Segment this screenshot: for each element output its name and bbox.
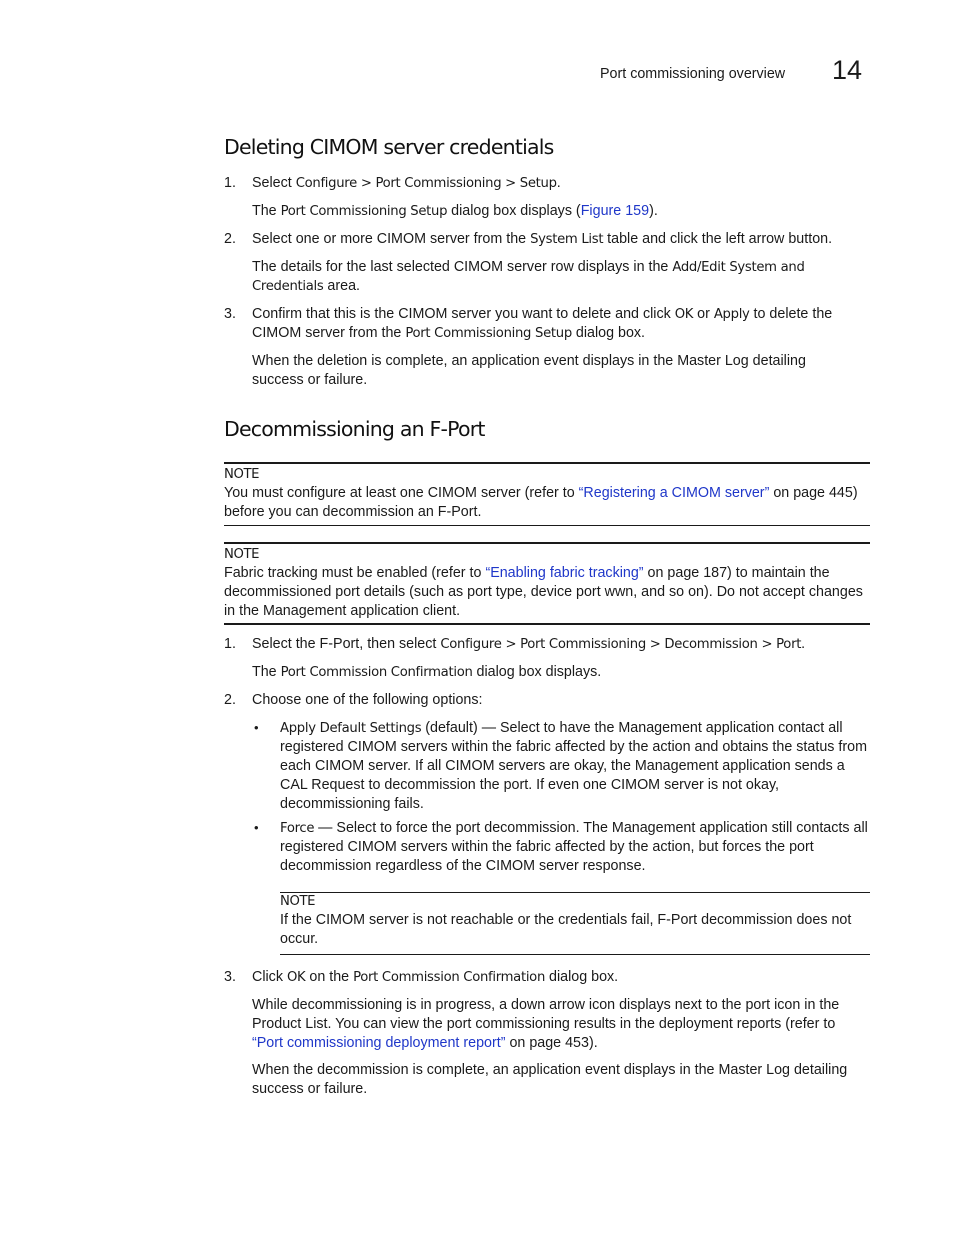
deployment-report-link[interactable]: “Port commissioning deployment report” — [252, 1035, 506, 1051]
step-number: 3. — [224, 969, 236, 985]
step-select-server: Select one or more CIMOM server from the System List table and click the left arrow button. — [252, 231, 833, 247]
step-select-setup: Select Configure > Port Commissioning > Setup. — [252, 175, 561, 191]
note-text: If the CIMOM server is not reachable or the credentials fail, F-Port decommission does not occur. — [280, 912, 852, 947]
step-confirm-delete: Confirm that this is the CIMOM server you want to delete and click OK or Apply to delete the CIMOM server from the Port Commissioning Setup dialog box. — [252, 306, 833, 341]
step-number: 1. — [224, 175, 236, 191]
step-result-setup-dialog: The Port Commissioning Setup dialog box displays (Figure 159). — [252, 203, 658, 219]
apply-label: Apply — [713, 307, 750, 322]
ok-label: OK — [674, 307, 694, 322]
dialog-name: Port Commission Confirmation — [353, 970, 546, 985]
step-number: 3. — [224, 306, 236, 322]
dialog-name: Port Commissioning Setup — [280, 204, 448, 219]
step-choose-option: Choose one of the following options: — [252, 692, 483, 708]
area-name: Add/Edit System and Credentials — [252, 260, 805, 294]
step-number: 2. — [224, 692, 236, 708]
note-label: NOTE — [224, 467, 260, 482]
menu-path: Configure > Port Commissioning > Decommission > Port — [440, 637, 802, 652]
chapter-number: 14 — [832, 55, 863, 85]
step-result-complete: When the decommission is complete, an application event displays in the Master Log detailing success or failure. — [252, 1062, 848, 1097]
note-bottom-rule — [224, 525, 870, 526]
menu-path: Configure > Port Commissioning > Setup — [295, 176, 557, 191]
note-bottom-rule — [280, 954, 870, 955]
step-number: 2. — [224, 231, 236, 247]
step-result-details: The details for the last selected CIMOM server row displays in the Add/Edit System and Credentials area. — [252, 259, 805, 294]
step-result-deletion: When the deletion is complete, an application event displays in the Master Log detailing success or failure. — [252, 353, 806, 388]
step-click-ok: Click OK on the Port Commission Confirmation dialog box. — [252, 969, 619, 985]
enabling-fabric-tracking-link[interactable]: “Enabling fabric tracking” — [485, 565, 644, 581]
step-number: 1. — [224, 636, 236, 652]
note-text: Fabric tracking must be enabled (refer to “Enabling fabric tracking” on page 187) to maintain the decommissioned port details (such as port type, device port wwn, and so on). Do not accept changes in the Management application client. — [224, 565, 863, 619]
note-registering-cimom — [224, 465, 870, 522]
running-header-title: Port commissioning overview — [600, 66, 786, 82]
bullet-apply-default-settings: Apply Default Settings (default) — Select to have the Management application contact all registered CIMOM servers within the fabric affected by the action and obtains the status from each CIMOM server. If all CIMOM servers are okay, the Management application sends a CAL Request to decommission the port. If even one CIMOM server is not okay, decommissioning fails. — [280, 720, 867, 812]
registering-cimom-link[interactable]: “Registering a CIMOM server” — [578, 485, 770, 501]
bullet-symbol: • — [254, 820, 259, 835]
dialog-name: Port Commissioning Setup — [405, 326, 572, 341]
note-cimom-not-reachable — [280, 892, 872, 949]
ok-label: OK — [286, 970, 306, 985]
note-label: NOTE — [224, 547, 260, 562]
note-label: NOTE — [280, 894, 316, 909]
note-top-rule — [224, 542, 870, 544]
note-text: You must configure at least one CIMOM server (refer to “Registering a CIMOM server” on page 445) before you can decommission an F-Port. — [224, 485, 858, 520]
note-bottom-rule — [224, 623, 870, 625]
step-result-confirmation: The Port Commission Confirmation dialog box displays. — [252, 664, 602, 680]
note-top-rule — [224, 462, 870, 464]
note-fabric-tracking — [224, 545, 870, 621]
option-term: Apply Default Settings — [280, 721, 422, 736]
dialog-name: Port Commission Confirmation — [280, 665, 473, 680]
option-term: Force — [280, 821, 315, 836]
section-heading-deleting-credentials: Deleting CIMOM server credentials — [224, 135, 554, 159]
section-heading-decommissioning: Decommissioning an F-Port — [224, 417, 485, 441]
table-name: System List — [530, 232, 604, 247]
step-select-fport: Select the F-Port, then select Configure > Port Commissioning > Decommission > Port. — [252, 636, 806, 652]
step-result-progress: While decommissioning is in progress, a down arrow icon displays next to the port icon in the Product List. You can view the port commissioning results in the deployment reports (refer to “Port commissioning deployment report” on page 453). — [252, 997, 840, 1051]
figure-link[interactable]: Figure 159 — [580, 203, 650, 219]
bullet-symbol: • — [254, 720, 259, 735]
bullet-force: Force — Select to force the port decommission. The Management application still contacts all registered CIMOM servers within the fabric affected by the action, but forces the port decommission regardless of the CIMOM server response. — [280, 820, 868, 874]
